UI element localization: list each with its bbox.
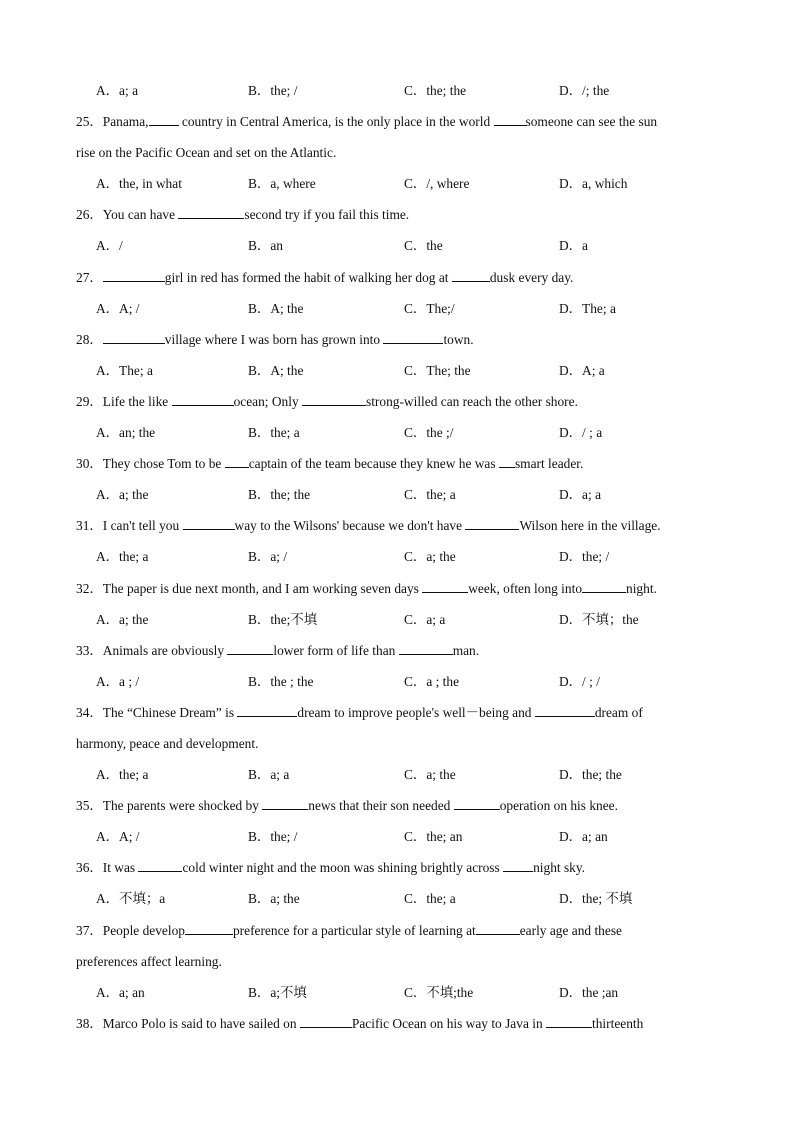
question-text: Panama, bbox=[102, 114, 149, 130]
question-text: girl in red has formed the habit of walking her dog at bbox=[164, 269, 452, 285]
question-number: 33． bbox=[76, 642, 103, 658]
question-number: 30． bbox=[76, 456, 103, 472]
option-a[interactable]: A．A; / bbox=[96, 300, 140, 316]
question-25-continued: rise on the Pacific Ocean and set on the Atlantic. bbox=[76, 145, 337, 161]
option-a[interactable]: A．the; a bbox=[96, 767, 149, 783]
question-number: 32． bbox=[76, 580, 103, 596]
question-text: dusk every day. bbox=[489, 269, 574, 285]
question-text: The “Chinese Dream” is bbox=[102, 704, 238, 720]
question-text: You can have bbox=[102, 207, 179, 223]
option-d[interactable]: D．不填；the bbox=[559, 611, 639, 627]
q33-options bbox=[76, 671, 716, 702]
question-text: man. bbox=[452, 642, 480, 658]
option-d[interactable]: D．the ;an bbox=[559, 984, 619, 1000]
answer-blank bbox=[454, 795, 500, 810]
question-text: cold winter night and the moon was shining brightly across bbox=[182, 860, 504, 876]
option-a[interactable]: A．/ bbox=[96, 238, 123, 254]
question-text: night. bbox=[626, 580, 657, 596]
question-text: People develop bbox=[102, 922, 185, 938]
option-b[interactable]: B．the;不填 bbox=[248, 611, 318, 627]
answer-blank bbox=[302, 391, 366, 406]
option-a[interactable]: A．a; a bbox=[96, 83, 139, 98]
question-text: I can't tell you bbox=[102, 518, 183, 534]
question-number: 28． bbox=[76, 331, 103, 347]
option-a[interactable]: A．a; an bbox=[96, 984, 145, 1000]
question-text: smart leader. bbox=[514, 456, 584, 472]
q24-options bbox=[76, 80, 716, 111]
question-number: 27． bbox=[76, 269, 103, 285]
question-text: news that their son needed bbox=[308, 798, 454, 814]
exam-page bbox=[76, 80, 716, 1044]
option-d[interactable]: D．the; the bbox=[559, 767, 622, 783]
option-b[interactable]: B．an bbox=[248, 238, 283, 254]
answer-blank bbox=[178, 204, 244, 219]
option-b[interactable]: B．the; the bbox=[248, 487, 311, 503]
answer-blank bbox=[452, 267, 490, 282]
answer-blank bbox=[383, 329, 443, 344]
question-text: Marco Polo is said to have sailed on bbox=[102, 1015, 300, 1031]
answer-blank bbox=[103, 267, 165, 282]
option-a[interactable]: A．The; a bbox=[96, 362, 153, 378]
option-c[interactable]: C．the; a bbox=[404, 487, 456, 503]
question-number: 29． bbox=[76, 393, 103, 409]
question-number: 35． bbox=[76, 798, 103, 814]
question-text: Pacific Ocean on his way to Java in bbox=[351, 1015, 546, 1031]
option-b[interactable]: B．the; a bbox=[248, 425, 300, 441]
option-c[interactable]: C．a; a bbox=[404, 611, 446, 627]
option-b[interactable]: B．a, where bbox=[248, 176, 316, 192]
option-d[interactable]: D．/ ; a bbox=[559, 425, 603, 441]
q30-options bbox=[76, 484, 716, 515]
option-c[interactable]: C．a; the bbox=[404, 767, 456, 783]
option-b[interactable]: B．the ; the bbox=[248, 673, 314, 689]
question-text: country in Central America, is the only place in the world bbox=[178, 114, 494, 130]
option-a[interactable]: A．A; / bbox=[96, 829, 140, 845]
question-27 bbox=[76, 267, 716, 298]
option-c[interactable]: C．the; a bbox=[404, 891, 456, 907]
answer-blank bbox=[225, 453, 249, 468]
answer-blank bbox=[465, 515, 519, 530]
answer-blank bbox=[494, 111, 526, 126]
option-c[interactable]: C．/, where bbox=[404, 176, 470, 192]
option-c[interactable]: C．the bbox=[404, 238, 443, 254]
q29-options bbox=[76, 422, 716, 453]
option-c[interactable]: C．The;/ bbox=[404, 300, 455, 316]
question-29 bbox=[76, 391, 716, 422]
question-text: week, often long into bbox=[468, 580, 583, 596]
answer-blank bbox=[422, 578, 468, 593]
option-d[interactable]: D．/ ; / bbox=[559, 673, 600, 689]
option-b[interactable]: B．the; / bbox=[248, 829, 298, 845]
question-text: Animals are obviously bbox=[102, 642, 228, 658]
question-number: 26． bbox=[76, 207, 103, 223]
question-26 bbox=[76, 204, 716, 235]
question-text: someone can see the sun bbox=[525, 114, 658, 130]
option-c[interactable]: C．the ;/ bbox=[404, 425, 454, 441]
option-d[interactable]: D．A; a bbox=[559, 362, 605, 378]
answer-blank bbox=[535, 702, 595, 717]
question-number: 25． bbox=[76, 114, 103, 130]
question-38 bbox=[76, 1013, 716, 1044]
q27-options bbox=[76, 298, 716, 329]
option-b[interactable]: B．A; the bbox=[248, 300, 304, 316]
answer-blank bbox=[476, 920, 520, 935]
question-number: 37． bbox=[76, 922, 103, 938]
answer-blank bbox=[138, 857, 182, 872]
option-d[interactable]: D．/; the bbox=[559, 83, 610, 98]
q25-options bbox=[76, 173, 716, 204]
question-text: ocean; Only bbox=[233, 393, 302, 409]
answer-blank bbox=[237, 702, 297, 717]
option-b[interactable]: B．a; a bbox=[248, 767, 290, 783]
q34-options bbox=[76, 764, 716, 795]
option-d[interactable]: D．a; a bbox=[559, 487, 602, 503]
answer-blank bbox=[503, 857, 533, 872]
answer-blank bbox=[103, 329, 165, 344]
q37-options bbox=[76, 982, 716, 1013]
answer-blank bbox=[399, 640, 453, 655]
option-c[interactable]: C．the; an bbox=[404, 829, 463, 845]
question-34 bbox=[76, 702, 716, 733]
q31-options bbox=[76, 546, 716, 577]
question-text: early age and these bbox=[519, 922, 622, 938]
question-text: Life the like bbox=[102, 393, 172, 409]
question-32 bbox=[76, 578, 716, 609]
q28-options bbox=[76, 360, 716, 391]
option-c[interactable]: C．the; the bbox=[404, 83, 467, 98]
option-a[interactable]: A．a; the bbox=[96, 611, 149, 627]
question-text: captain of the team because they knew he was bbox=[248, 456, 499, 472]
question-number: 38． bbox=[76, 1015, 103, 1031]
question-37 bbox=[76, 920, 716, 951]
answer-blank bbox=[185, 920, 233, 935]
question-number: 31． bbox=[76, 518, 103, 534]
question-33 bbox=[76, 640, 716, 671]
option-a[interactable]: A．the; a bbox=[96, 549, 149, 565]
option-b[interactable]: B．A; the bbox=[248, 362, 304, 378]
q26-options bbox=[76, 235, 716, 266]
option-c[interactable]: C．The; the bbox=[404, 362, 471, 378]
q35-options bbox=[76, 826, 716, 857]
option-c[interactable]: C．a; the bbox=[404, 549, 456, 565]
question-text: operation on his knee. bbox=[499, 798, 618, 814]
question-number: 34． bbox=[76, 704, 103, 720]
option-d[interactable]: D．a bbox=[559, 238, 589, 254]
question-30 bbox=[76, 453, 716, 484]
answer-blank bbox=[300, 1013, 352, 1028]
q32-options bbox=[76, 609, 716, 640]
answer-blank bbox=[499, 453, 515, 468]
option-b[interactable]: B．the; / bbox=[248, 83, 298, 98]
question-34-continued: harmony, peace and development. bbox=[76, 735, 259, 751]
question-text: The paper is due next month, and I am working seven days bbox=[102, 580, 423, 596]
question-text: way to the Wilsons' because we don't have bbox=[234, 518, 466, 534]
option-d[interactable]: D．a, which bbox=[559, 176, 628, 192]
question-36 bbox=[76, 857, 716, 888]
question-28 bbox=[76, 329, 716, 360]
answer-blank bbox=[183, 515, 235, 530]
question-text: The parents were shocked by bbox=[102, 798, 263, 814]
option-b[interactable]: B．a;不填 bbox=[248, 984, 307, 1000]
option-c[interactable]: C．不填;the bbox=[404, 984, 474, 1000]
option-d[interactable]: D．the; 不填 bbox=[559, 891, 633, 907]
option-c[interactable]: C．a ; the bbox=[404, 673, 460, 689]
answer-blank bbox=[546, 1013, 592, 1028]
option-d[interactable]: D．The; a bbox=[559, 300, 616, 316]
answer-blank bbox=[149, 111, 179, 126]
answer-blank bbox=[262, 795, 308, 810]
answer-blank bbox=[227, 640, 273, 655]
question-text: preference for a particular style of learning at bbox=[232, 922, 476, 938]
question-number: 36． bbox=[76, 860, 103, 876]
option-d[interactable]: D．the; / bbox=[559, 549, 610, 565]
option-a[interactable]: A．a; the bbox=[96, 487, 149, 503]
answer-blank bbox=[172, 391, 234, 406]
option-b[interactable]: B．a; / bbox=[248, 549, 288, 565]
question-text: They chose Tom to be bbox=[102, 456, 225, 472]
question-35 bbox=[76, 795, 716, 826]
option-a[interactable]: A．a ; / bbox=[96, 673, 140, 689]
question-25 bbox=[76, 111, 716, 142]
question-text: lower form of life than bbox=[273, 642, 399, 658]
option-a[interactable]: A．the, in what bbox=[96, 176, 182, 192]
option-a[interactable]: A．不填；a bbox=[96, 891, 166, 907]
question-text: town. bbox=[443, 331, 474, 347]
question-text: It was bbox=[102, 860, 139, 876]
question-text: Wilson here in the village. bbox=[519, 518, 661, 534]
question-text: dream to improve people's well－being and bbox=[297, 704, 535, 720]
answer-blank bbox=[582, 578, 626, 593]
question-text: strong-willed can reach the other shore. bbox=[366, 393, 578, 409]
option-b[interactable]: B．a; the bbox=[248, 891, 300, 907]
q36-options bbox=[76, 888, 716, 919]
option-a[interactable]: A．an; the bbox=[96, 425, 156, 441]
question-37-continued: preferences affect learning. bbox=[76, 953, 222, 969]
option-d[interactable]: D．a; an bbox=[559, 829, 608, 845]
question-text: dream of bbox=[594, 704, 643, 720]
question-text: thirteenth bbox=[592, 1015, 644, 1031]
question-text: second try if you fail this time. bbox=[244, 207, 410, 223]
question-text: village where I was born has grown into bbox=[164, 331, 384, 347]
question-31 bbox=[76, 515, 716, 546]
question-text: night sky. bbox=[533, 860, 586, 876]
